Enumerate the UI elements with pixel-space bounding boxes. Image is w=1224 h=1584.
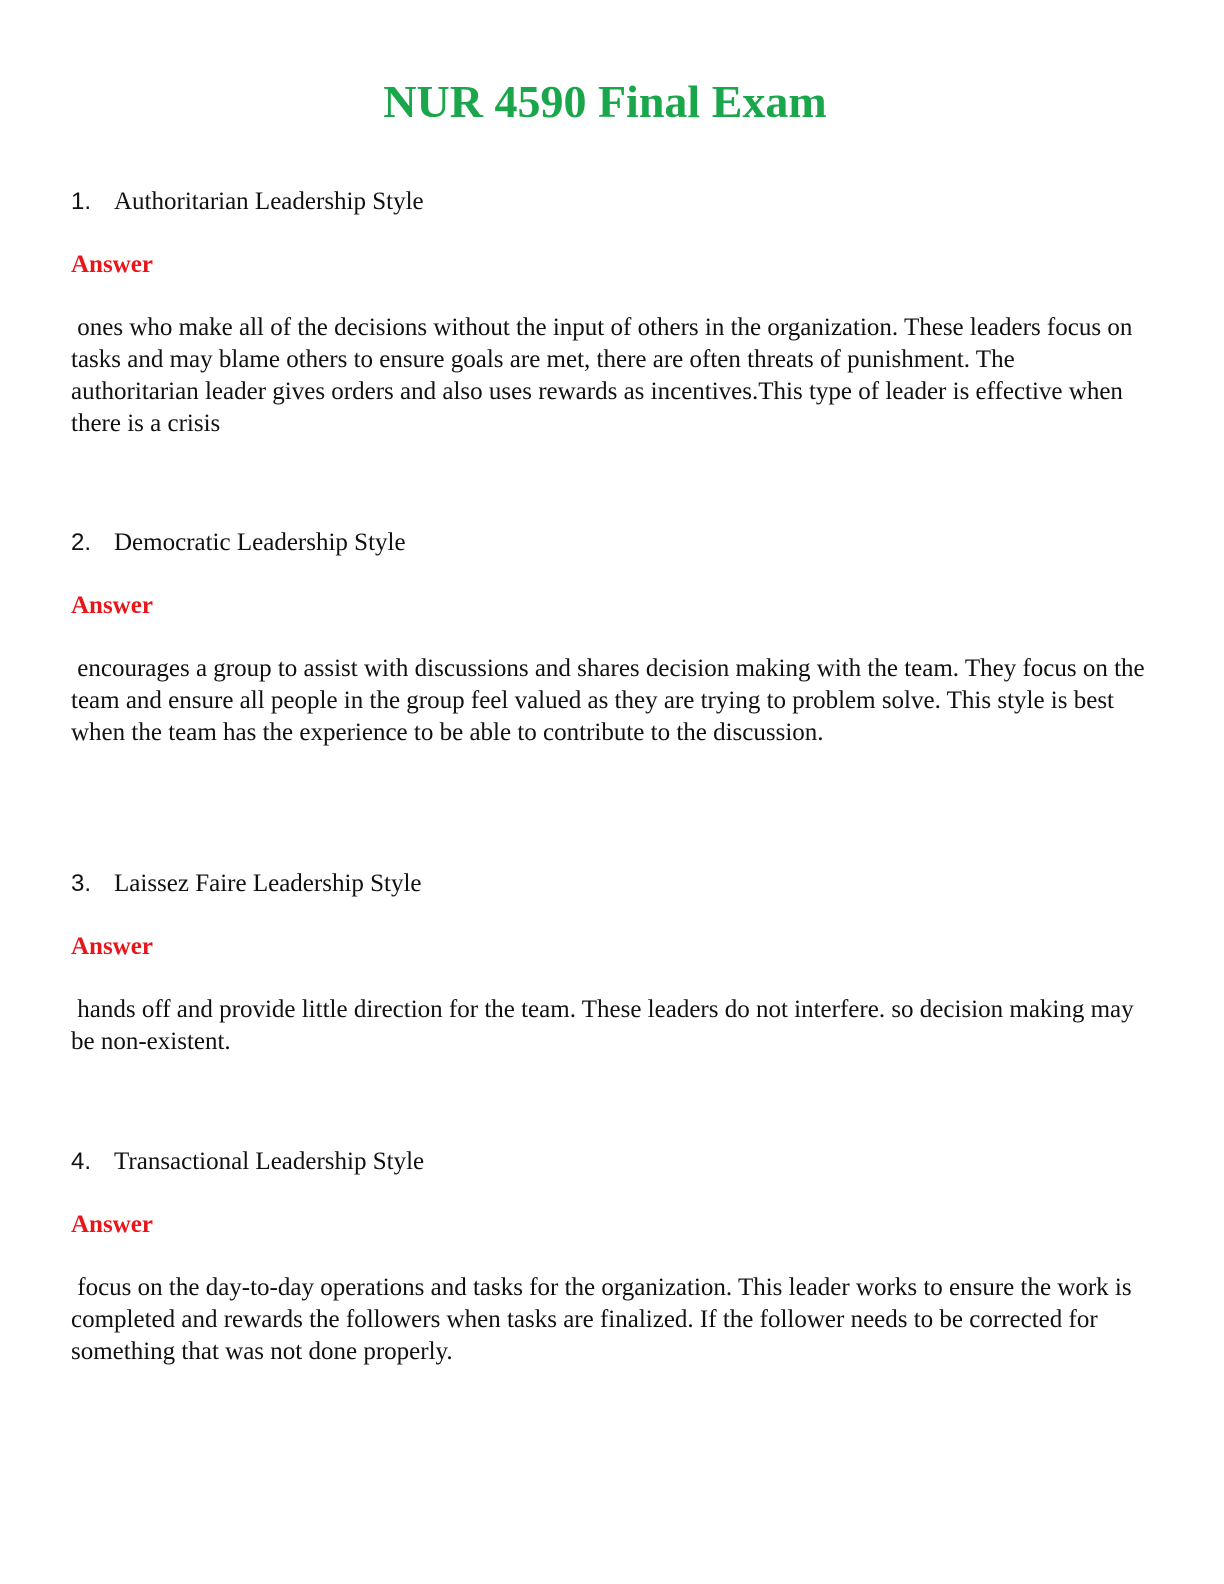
question-number: 2. bbox=[71, 529, 92, 556]
question-prompt: Transactional Leadership Style bbox=[114, 1148, 425, 1175]
question-item bbox=[71, 186, 1151, 440]
question-prompt: Laissez Faire Leadership Style bbox=[114, 870, 422, 897]
question-number: 3. bbox=[71, 870, 92, 897]
answer-label: Answer bbox=[71, 251, 153, 278]
answer-text: encourages a group to assist with discussions and shares decision making with the team. They focus on the team and ensure all people in the group feel valued as they are trying to problem solve. This style is best when the team has the experience to be able to contribute to the discussion. bbox=[71, 655, 1151, 746]
answer-text: hands off and provide little direction for the team. These leaders do not interfere. so decision making may be non-existent. bbox=[71, 996, 1140, 1055]
question-prompt: Democratic Leadership Style bbox=[114, 529, 406, 556]
answer-text: focus on the day-to-day operations and tasks for the organization. This leader works to ensure the work is completed and rewards the followers when tasks are finalized. If the follower needs to be corrected for something that was not done properly. bbox=[71, 1274, 1138, 1365]
document-title: NUR 4590 Final Exam bbox=[383, 76, 827, 127]
question-prompt: Authoritarian Leadership Style bbox=[114, 188, 424, 215]
question-heading bbox=[71, 868, 1151, 900]
question-heading bbox=[71, 186, 1151, 218]
question-item bbox=[71, 868, 1151, 1058]
question-item bbox=[71, 1146, 1151, 1368]
question-number: 4. bbox=[71, 1148, 92, 1175]
question-item bbox=[71, 527, 1151, 749]
question-heading bbox=[71, 527, 1151, 559]
question-heading bbox=[71, 1146, 1151, 1178]
answer-text: ones who make all of the decisions without the input of others in the organization. These leaders focus on tasks and may blame others to ensure goals are met, there are often threats of punishment. The authoritarian leader gives orders and also uses rewards as incentives.This type of leader is effective when there is a crisis bbox=[71, 314, 1139, 437]
answer-label: Answer bbox=[71, 933, 153, 960]
answer-label: Answer bbox=[71, 592, 153, 619]
question-number: 1. bbox=[71, 188, 92, 215]
answer-label: Answer bbox=[71, 1211, 153, 1238]
